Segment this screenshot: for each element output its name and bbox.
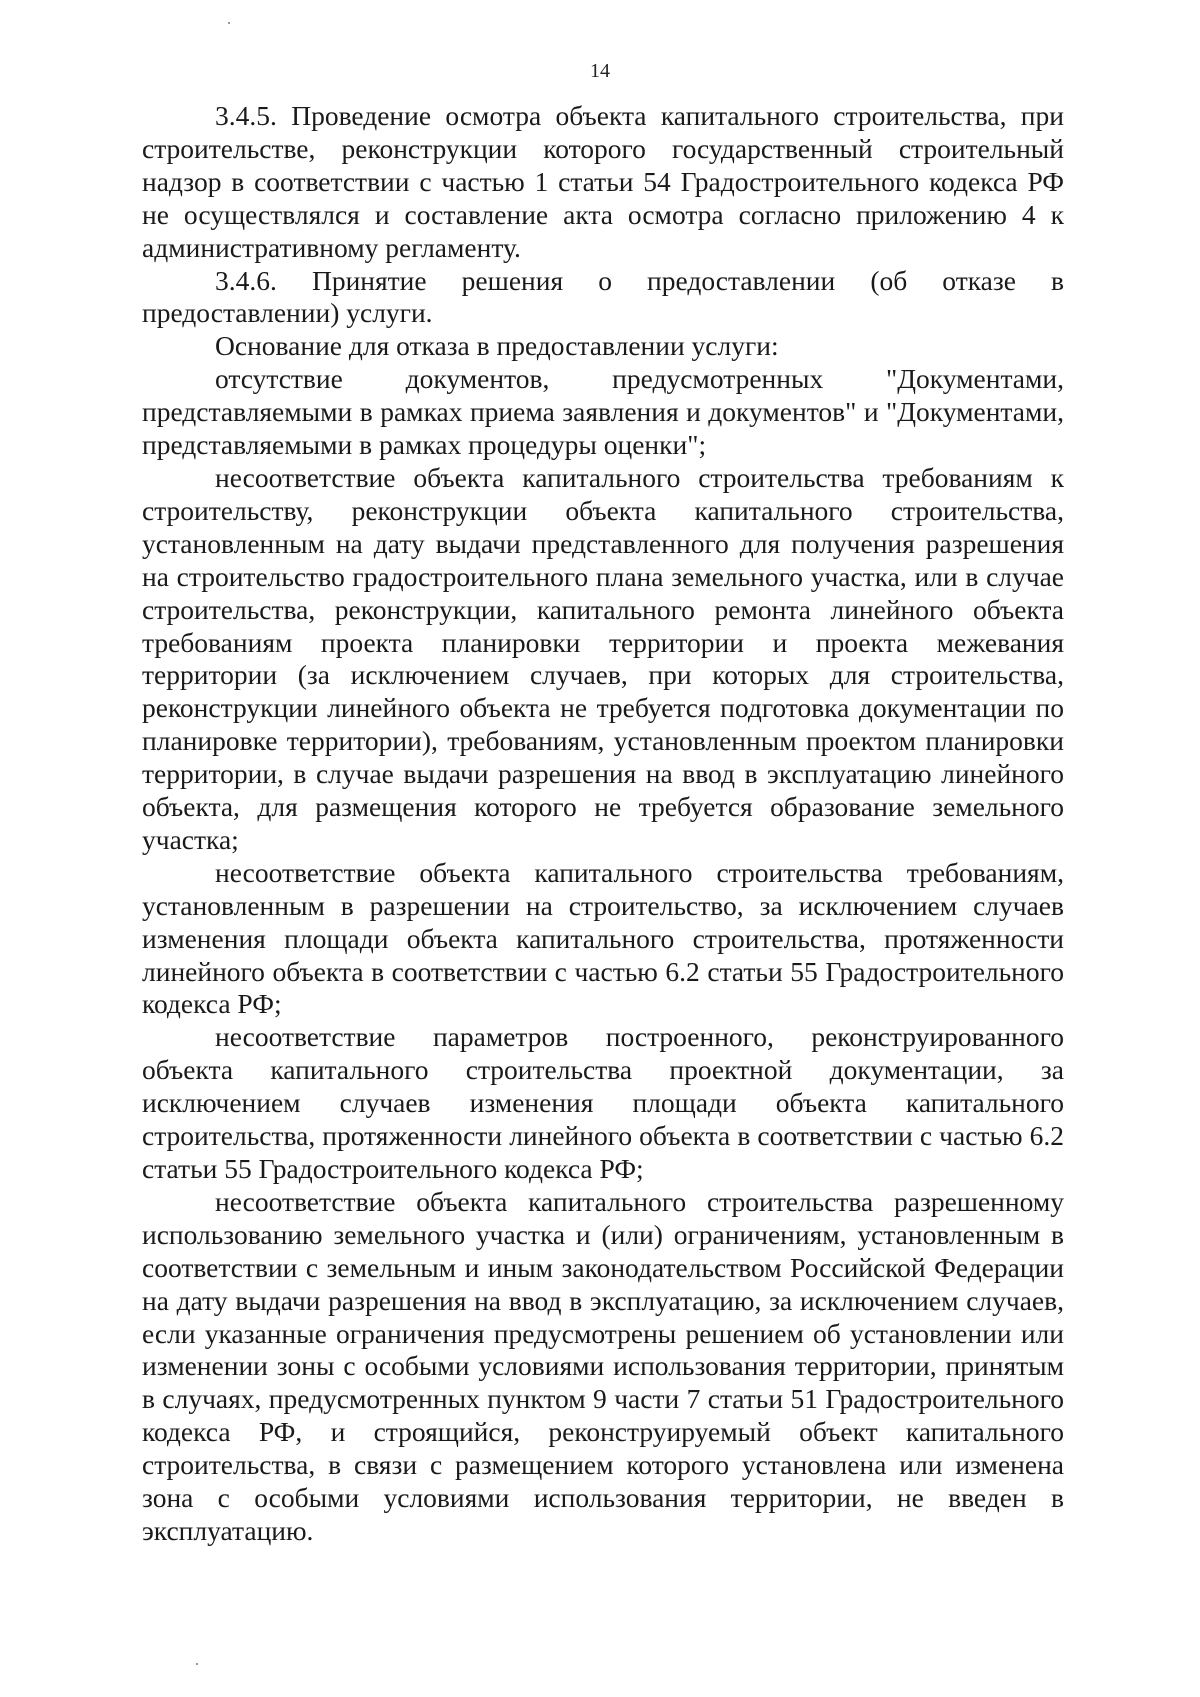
paragraph-3-4-6: 3.4.6. Принятие решения о предоставлении (об отказе в предоставлении) услуги. xyxy=(142,264,1064,329)
paragraph-refusal-grounds-heading: Основание для отказа в предоставлении услуги: xyxy=(215,330,779,362)
scan-speck xyxy=(228,22,230,24)
paragraph-missing-documents: отсутствие документов, предусмотренных "Документами, представляемыми в рамках приема заявления и документов" и "Документами, представляемыми в рамках процедуры оценки"; xyxy=(142,363,1064,461)
page-number: 14 xyxy=(590,60,610,82)
document-body xyxy=(142,100,1064,1548)
paragraph-noncompliance-land-use: несоответствие объекта капитального строительства разрешенному использованию земельного участка и (или) ограничениям, установленным в соответствии с земельным и иным законодательством Российской Федерации на дату выдачи разрешения на ввод в эксплуатацию, за исключением случаев, если указанные ограничения предусмотрены решением об установлении или изменении зоны с особыми условиями использования территории, принятым в случаях, предусмотренных пунктом 9 части 7 статьи 51 Градостроительного кодекса РФ, и строящийся, реконструируемый объект капитального строительства, в связи с размещением которого установлена или изменена зона с особыми условиями использования территории, не введен в эксплуатацию. xyxy=(142,1185,1064,1546)
paragraph-noncompliance-project-docs: несоответствие параметров построенного, реконструированного объекта капитального строительства проектной документации, за исключением случаев изменения площади объекта капитального строительства, протяженности линейного объекта в соответствии с частью 6.2 статьи 55 Градостроительного кодекса РФ; xyxy=(142,1021,1064,1184)
paragraph-noncompliance-gpzu: несоответствие объекта капитального строительства требованиям к строительству, реконструкции объекта капитального строительства, установленным на дату выдачи представленного для получения разрешения на строительство градостроительного плана земельного участка, или в случае строительства, реконструкции, капитального ремонта линейного объекта требованиям проекта планировки территории и проекта межевания территории (за исключением случаев, при которых для строительства, реконструкции линейного объекта не требуется подготовка документации по планировке территории), требованиям, установленным проектом планировки территории, в случае выдачи разрешения на ввод в эксплуатацию линейного объекта, для размещения которого не требуется образование земельного участка; xyxy=(142,461,1064,855)
paragraph-3-4-5: 3.4.5. Проведение осмотра объекта капитального строительства, при строительстве, реконструкции которого государственный строительный надзор в соответствии с частью 1 статьи 54 Градостроительного кодекса РФ не осуществлялся и составление акта осмотра согласно приложению 4 к административному регламенту. xyxy=(142,100,1064,263)
scan-speck xyxy=(196,1663,198,1665)
paragraph-noncompliance-permit: несоответствие объекта капитального строительства требованиям, установленным в разрешении на строительство, за исключением случаев изменения площади объекта капитального строительства, протяженности линейного объекта в соответствии с частью 6.2 статьи 55 Градостроительного кодекса РФ; xyxy=(142,856,1064,1020)
